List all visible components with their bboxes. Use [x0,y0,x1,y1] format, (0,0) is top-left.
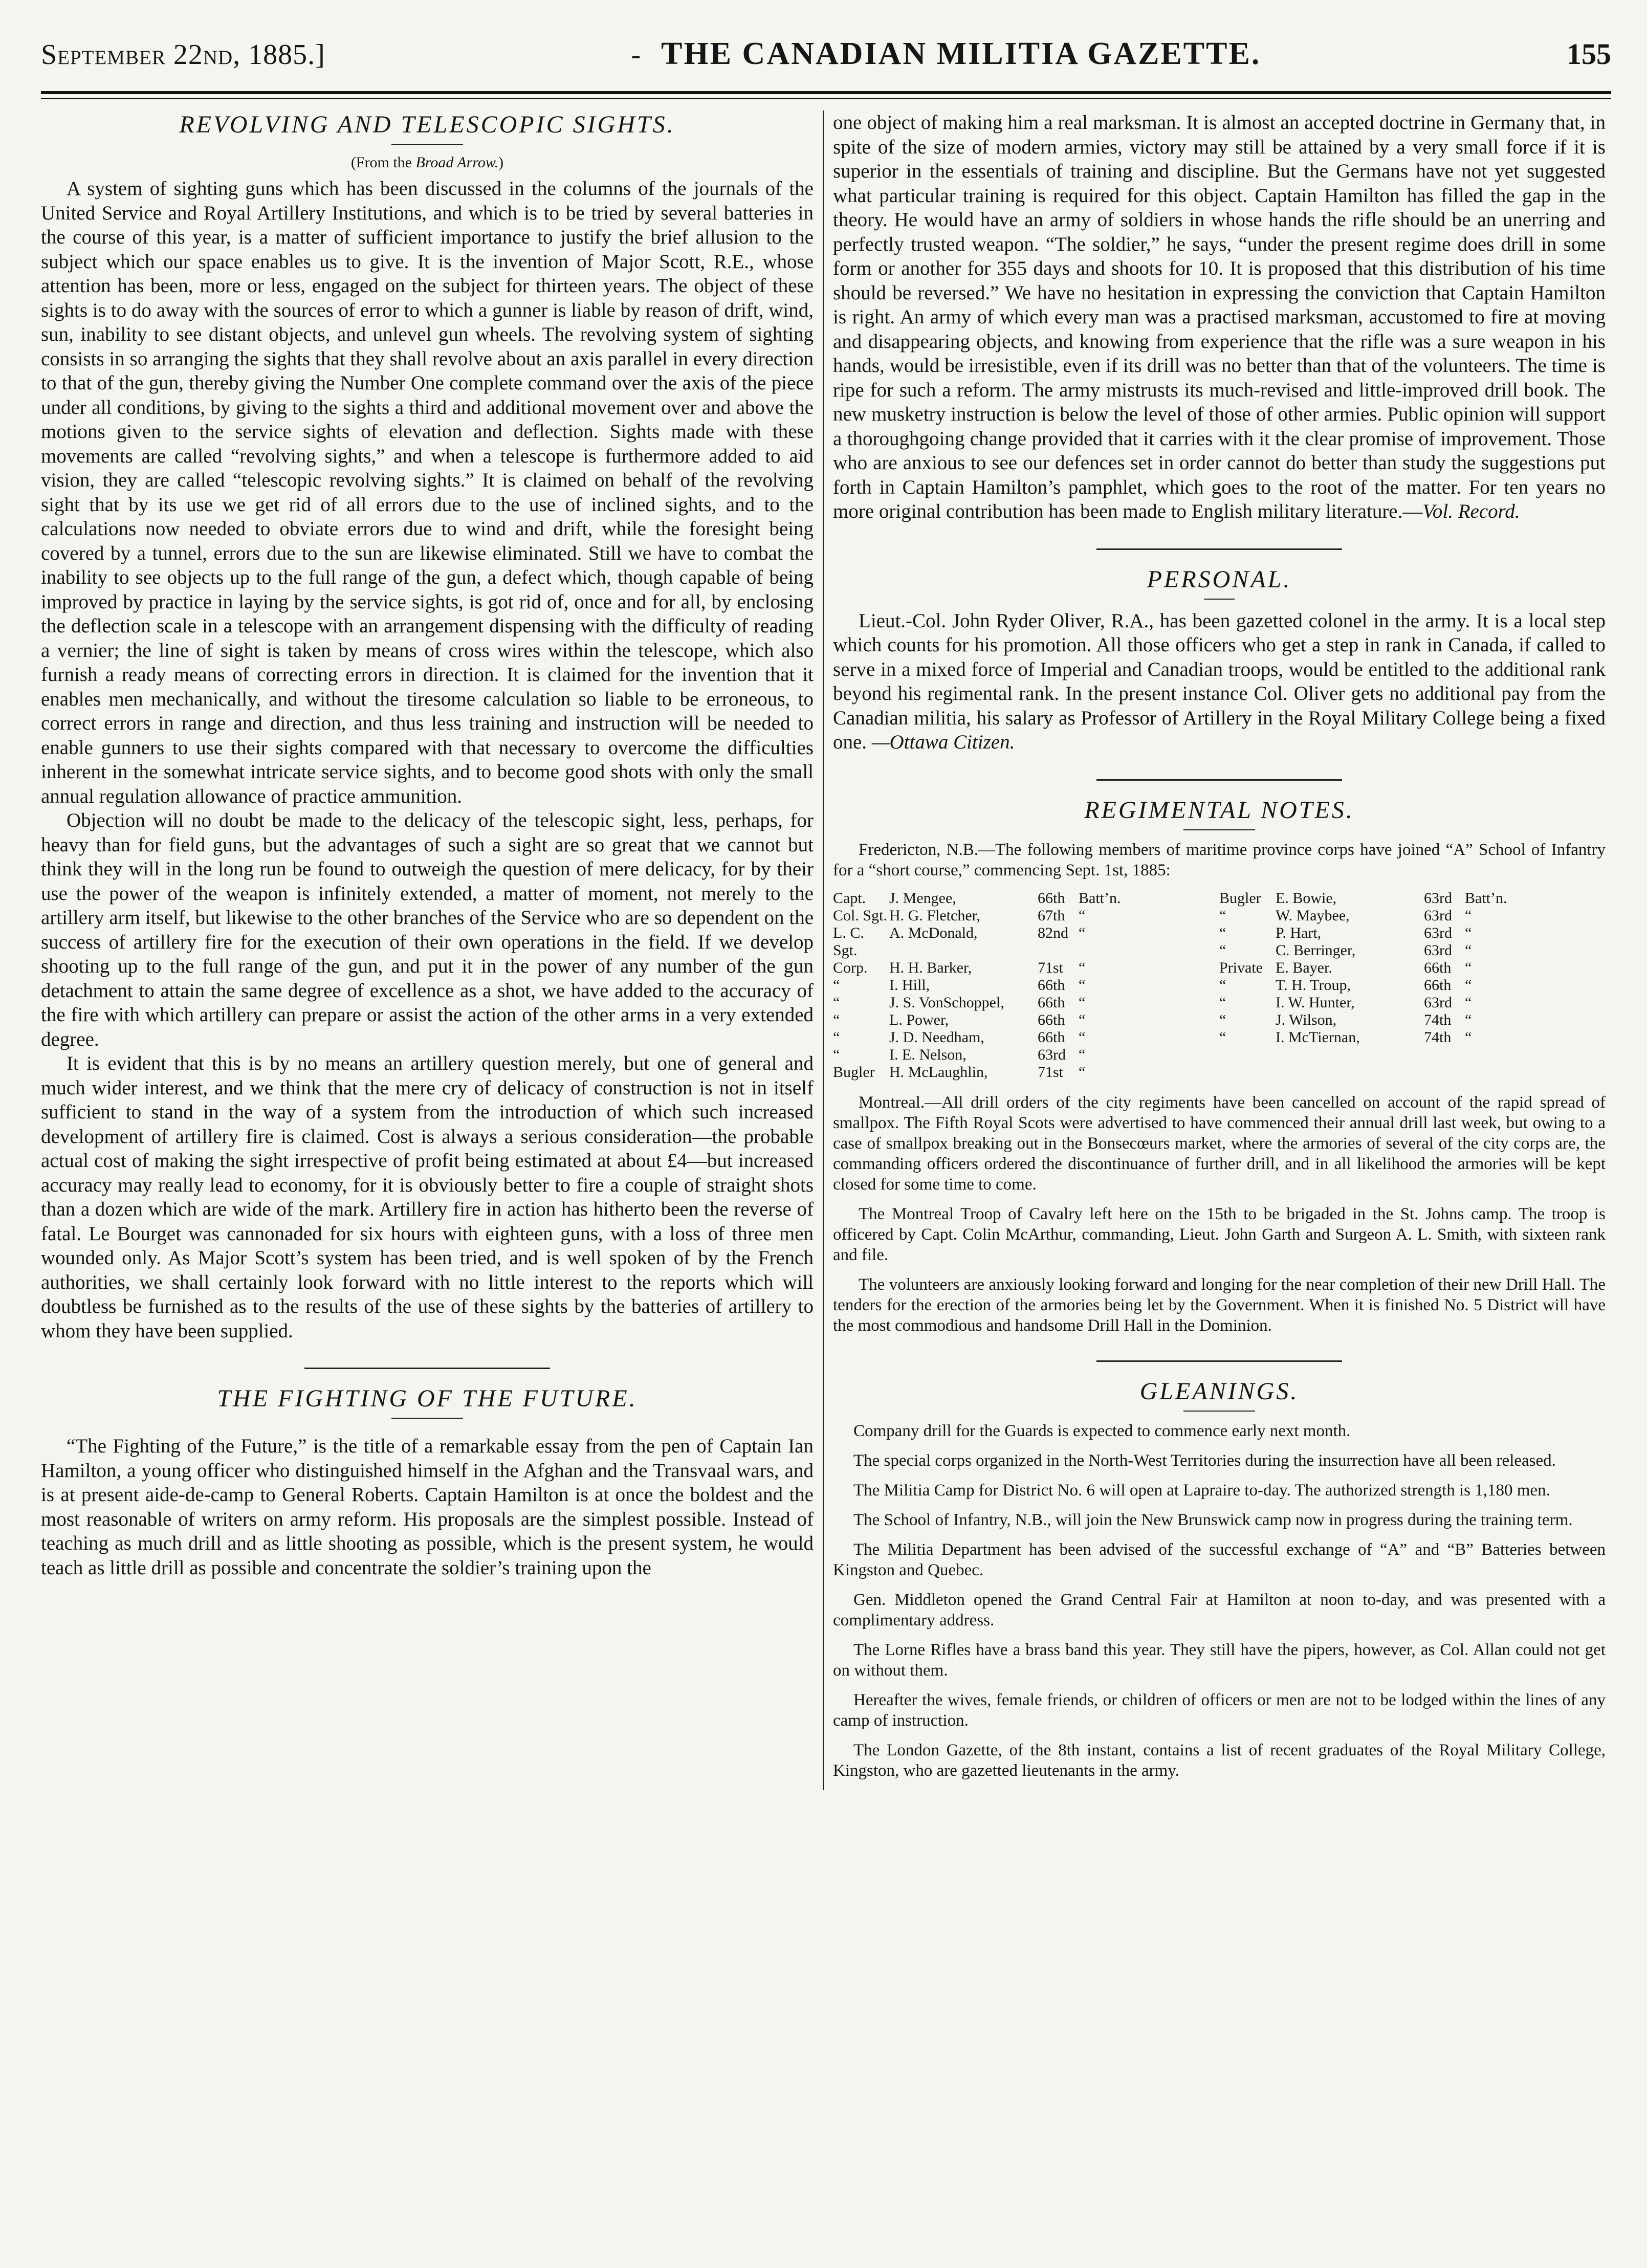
roster-row [1219,1011,1606,1029]
roster-name: J. Wilson, [1276,1011,1337,1028]
roster-rank: “ [1219,1028,1226,1046]
masthead-rule-thick [41,91,1611,94]
roster-battalion: “ [1079,959,1086,976]
roster-unit: 74th [1424,1011,1452,1028]
roster-rank: “ [833,976,840,994]
article-paragraph: A system of sighting guns which has been discussed in the columns of the journals of the United Service and Royal Artillery Institutions, and which is to be tried by several batteries in the course of this year, is a matter of sufficient importance to justify the brief allusion to the subject which our space enables us to give. It is the invention of Major Scott, R.E., whose attention has been, more or less, engaged on the subject for thirteen years. The object of these sights is to do away with the sources of error to which a gunner is liable by reason of drift, wind, sun, inability to see distant objects, and unlevel gun wheels. The revolving system of sighting consists in so arranging the sights that they shall revolve about an axis parallel in every direction to that of the gun, thereby giving the Number One complete command over the axis of the piece under all conditions, by giving to the sights a third and additional movement over and above the motions given to the service sights of elevation and deflection. Sights made with these movements are called “revolving sights,” and when a telescope is furthermore added to aid vision, they are called “telescopic revolving sights.” It is claimed on behalf of the revolving sight that by its use we get rid of all errors due to the use of inclined sights, and to the calculations now needed to obviate errors due to wind and drift, while the foresight being covered by a tunnel, errors due to the sun are likewise eliminated. Still we have to combat the inability to see objects up to the full range of the gun, a defect which, though capable of being improved by practice in laying by the service sights, is got rid of, once and for all, by enclosing the deflection scale in a telescope with an arrangement dispensing with the difficulty of reading a vernier; the line of sight is taken by means of cross wires within the telescope, which also furnish a ready means of correcting errors in direction. It is claimed for the invention that it enables men mechanically, and without the tiresome calculation so liable to be erroneous, to correct errors in range and direction, and thus less training and instruction will be needed to enable gunners to use their sights compared with that necessary to overcome the difficulties inherent in the somewhat intricate service sights, and to become good shots with only the small annual regulation allowance of practice ammunition. [41,178,814,807]
roster-row [833,977,1219,994]
roster-unit: 66th [1038,976,1065,994]
roster-unit: 82nd [1038,924,1068,941]
roster-rank: “ [833,1046,840,1063]
roster-name: I. E. Nelson, [889,1046,967,1063]
article-source: —Ottawa Citizen. [871,731,1015,753]
source-name: Broad Arrow. [415,154,499,171]
roster-unit: 71st [1038,959,1064,976]
roster-name: T. H. Troup, [1276,976,1351,994]
roster-name: I. McTiernan, [1276,1028,1360,1046]
section-rule [1096,548,1342,550]
article-heading: GLEANINGS. [1139,1377,1299,1405]
roster-rank: “ [1219,907,1226,924]
masthead-rule-thin [41,98,1611,99]
article-paragraph: It is evident that this is by no means an artillery question merely, but one of general and much wider interest, and we think that the mere cry of delicacy of construction is not in itself sufficient to stand in the way of a system from the introduction of which such increased development of artillery fire is claimed. Cost is always a serious consideration—the probable actual cost of making the sight irrespective of profit being estimated at about £4—but increased accuracy may really lead to economy, for it is obviously better to fire a couple of straight shots than a dozen which are wide of the mark. Artillery fire in action has hitherto been the reverse of fatal. Le Bourget was cannonaded for six hours with eighteen guns, with a loss of three men wounded only. As Major Scott’s system has been tried, and is well spoken of by the French authorities, we shall certainly look forward with no little interest to the reports which will doubtless be furnished as to the results of the use of these sights by the batteries of artillery to whom they have been supplied. [41,1052,814,1342]
roster-name: E. Bayer. [1276,959,1332,976]
roster-battalion: “ [1465,959,1472,976]
right-column [833,111,1606,1790]
roster-battalion: “ [1465,1028,1472,1046]
column-divider [823,111,824,1790]
roster-rank: “ [833,1011,840,1028]
roster-right [1219,890,1606,1081]
roster-rank: “ [1219,994,1226,1011]
roster-rank: L. C. Sgt. [833,924,864,959]
roster-unit: 67th [1038,907,1065,924]
roster-name: W. Maybee, [1276,907,1350,924]
roster-rank: Private [1219,959,1263,976]
roster-row [833,907,1219,924]
gleaning-item: The Militia Department has been advised of the successful exchange of “A” and “B” Batteries between Kingston and Quebec. [833,1540,1606,1579]
roster-row [833,959,1219,977]
roster-battalion: “ [1079,924,1086,941]
gleaning-item: The School of Infantry, N.B., will join the New Brunswick camp now in progress during the training term. [853,1510,1573,1529]
article-source: Vol. Record. [1422,500,1520,522]
roster-rank: Corp. [833,959,868,976]
roster-name: E. Bowie, [1276,889,1337,907]
roster-battalion: “ [1079,1028,1086,1046]
article-heading: REGIMENTAL NOTES. [1084,796,1354,824]
article-paragraph [833,111,1606,524]
roster-unit: 74th [1424,1028,1452,1046]
source-prefix: (From the [350,154,416,171]
roster-battalion: “ [1079,976,1086,994]
roster-unit: 66th [1424,976,1452,994]
gleaning-item: The London Gazette, of the 8th instant, contains a list of recent graduates of the Royal Military College, Kingston, who are gazetted lieutenants in the army. [833,1741,1606,1780]
roster-unit: 63rd [1424,924,1452,941]
heading-rule [391,144,463,145]
roster-rank: “ [1219,924,1226,941]
roster-row [1219,942,1606,959]
roster-battalion: “ [1465,976,1472,994]
roster-rank: Bugler [1219,889,1261,907]
roster-battalion: “ [1079,1011,1086,1028]
roster-row [1219,977,1606,994]
roster-unit: 66th [1038,994,1065,1011]
roster-battalion: “ [1079,994,1086,1011]
roster-unit: 66th [1424,959,1452,976]
roster-row [833,994,1219,1011]
heading-rule [1183,1411,1255,1412]
roster-name: H. McLaughlin, [889,1063,988,1081]
gleaning-item: The special corps organized in the North-West Territories during the insurrection have all been released. [853,1451,1556,1470]
masthead-center [631,36,1261,72]
roster-battalion: “ [1079,1046,1086,1063]
roster-battalion: Batt’n. [1079,889,1121,907]
article-heading: REVOLVING AND TELESCOPIC SIGHTS. [179,111,675,138]
roster-table [833,890,1606,1081]
article-columns [41,111,1611,1790]
roster-battalion: “ [1465,924,1472,941]
roster-rank: “ [1219,1011,1226,1028]
roster-rank: “ [833,994,840,1011]
roster-battalion: “ [1465,907,1472,924]
news-item: The Montreal Troop of Cavalry left here on the 15th to be brigaded in the St. Johns camp. The troop is officered by Capt. Colin McArthur, commanding, Lieut. John Garth and Surgeon A. L. Smith, with sixteen rank and file. [833,1204,1606,1264]
roster-battalion: “ [1465,1011,1472,1028]
article-paragraph: “The Fighting of the Future,” is the title of a remarkable essay from the pen of Captain Ian Hamilton, a young officer who distinguished himself in the Afghan and the Transvaal wars, and is at present aide-de-camp to General Roberts. Captain Hamilton is at once the boldest and the most reasonable of writers on army reform. His proposals are the simplest possible. Instead of teaching as much drill and as little shooting as possible, which is the present system, he would teach as little drill as possible and concentrate the soldier’s training upon the [41,1435,814,1579]
article-source [41,154,814,171]
gleaning-item: The Militia Camp for District No. 6 will open at Lapraire to-day. The authorized strength is 1,180 men. [853,1481,1550,1500]
roster-row [1219,959,1606,977]
publication-title: THE CANADIAN MILITIA GAZETTE. [661,36,1261,71]
section-rule [304,1368,550,1369]
roster-name: J. S. VonSchoppel, [889,994,1004,1011]
roster-battalion: “ [1465,994,1472,1011]
heading-rule [1204,599,1235,600]
roster-row [833,1011,1219,1029]
roster-name: I. Hill, [889,976,930,994]
roster-unit: 63rd [1424,907,1452,924]
roster-unit: 63rd [1038,1046,1066,1063]
roster-rank: “ [1219,941,1226,959]
roster-row [1219,1029,1606,1046]
left-column [41,111,814,1790]
article-paragraph: Objection will no doubt be made to the delicacy of the telescopic sight, less, perhaps, for heavy than for field guns, but the advantages of such a sight are so great that we cannot but think they will in the long run be found to outweigh the question of mere delicacy, for by their use the power of the weapon is infinitely extended, a matter of moment, not merely to the artillery arm itself, but likewise to the other branches of the Service who are so dependent on the success of artillery fire for the execution of their own operations in the field. If we develop shooting up to the full range of the gun, and put it in the power of any number of the gun detachment to attain the same degree of excellence as a shot, we have added to the accuracy of the fire with which artillery can prepare or assist the action of the other arms in a very extended degree. [41,809,814,1050]
gleaning-item: The Lorne Rifles have a brass band this year. They still have the pipers, however, as Col. Allan could not get on without them. [833,1640,1606,1680]
roster-name: C. Berringer, [1276,941,1356,959]
news-item: The volunteers are anxiously looking forward and longing for the near completion of their new Drill Hall. The tenders for the erection of the armories being let by the Government. When it is finished No. 5 District will have the most commodious and handsome Drill Hall in the Dominion. [833,1275,1606,1335]
roster-unit: 71st [1038,1063,1064,1081]
roster-name: H. H. Barker, [889,959,972,976]
roster-row [1219,907,1606,924]
roster-name: J. D. Needham, [889,1028,984,1046]
roster-battalion: “ [1465,941,1472,959]
roster-battalion: “ [1079,907,1086,924]
roster-row [833,924,1219,959]
roster-name: H. G. Fletcher, [889,907,980,924]
roster-row [1219,924,1606,942]
heading-rule [391,1418,463,1419]
roster-row [833,890,1219,907]
roster-unit: 66th [1038,1028,1065,1046]
article-heading: THE FIGHTING OF THE FUTURE. [217,1385,638,1412]
continued-text: one object of making him a real marksman. It is almost an accepted doctrine in Germany that, in spite of the size of modern armies, victory may still be attained by a very small force if it is superior in the essentials of training and discipline. But the Germans have not yet suggested what particular training is required for this object. Captain Hamilton has filled the gap in the theory. He would have an army of soldiers in whose hands the rifle should be an unerring and perfectly trusted weapon. “The soldier,” he says, “under the present regime does drill in some form or another for 355 days and shoots for 10. It is proposed that this distribution of his time should be reversed.” We have no hesitation in expressing the conviction that Captain Hamilton is right. An army of which every man was a practised marksman, accustomed to fire at moving and disappearing objects, and knowing from experience that the rifle was a sure weapon in his hands, would be irresistible, even if its drill was no better than that of the volunteers. The time is ripe for such a reform. The army mistrusts its much-revised and little-improved drill book. The new musketry instruction is below the level of those of other armies. Public opinion will support a thoroughgoing change provided that it carries with it the clear promise of improvement. Those who are anxious to see our defences set in order cannot do better than study the suggestions put forth in Captain Hamilton’s pamphlet, which goes to the root of the matter. For ten years no more original contribution has been made to English military literature.— [833,112,1606,522]
roster-name: J. Mengee, [889,889,956,907]
masthead [41,36,1611,82]
roster-unit: 66th [1038,889,1065,907]
news-item: Montreal.—All drill orders of the city regiments have been cancelled on account of the rapid spread of smallpox. The Fifth Royal Scots were advertised to have commenced their annual drill last week, but owing to a case of smallpox breaking out in the Bonsecœurs market, where the armories of several of the city corps are, the commanding officers ordered the discontinuance of further drill, and in all likelihood the armories will be kept closed for some time to come. [833,1093,1606,1194]
roster-unit: 63rd [1424,994,1452,1011]
masthead-dash: - [631,39,641,71]
roster-rank: “ [1219,976,1226,994]
roster-row [833,1064,1219,1081]
personal-text: Lieut.-Col. John Ryder Oliver, R.A., has been gazetted colonel in the army. It is a local step which counts for his promotion. All those officers who get a step in rank in Canada, if called to serve in a mixed force of Imperial and Canadian troops, would be entitled to the additional rank beyond his regimental rank. In the present instance Col. Oliver gets no additional pay from the Canadian militia, his salary as Professor of Artillery in the Royal Military College being a fixed one. [833,609,1606,753]
heading-rule [1183,829,1255,830]
roster-unit: 63rd [1424,889,1452,907]
article-paragraph [833,609,1606,755]
roster-row [833,1046,1219,1064]
roster-name: I. W. Hunter, [1276,994,1355,1011]
gleaning-item: Company drill for the Guards is expected to commence early next month. [853,1421,1351,1440]
gleaning-item: Gen. Middleton opened the Grand Central Fair at Hamilton at noon to-day, and was presented with a complimentary address. [833,1590,1606,1630]
issue-date: September 22nd, 1885.] [41,39,325,71]
roster-unit: 66th [1038,1011,1065,1028]
article-heading: PERSONAL. [1147,565,1292,593]
roster-left [833,890,1219,1081]
roster-row [833,1029,1219,1046]
gleaning-item: Hereafter the wives, female friends, or children of officers or men are not to be lodged within the lines of any camp of instruction. [833,1690,1606,1730]
roster-rank: Bugler [833,1063,875,1081]
roster-battalion: “ [1079,1063,1086,1081]
roster-rank: Col. Sgt. [833,907,887,924]
roster-name: P. Hart, [1276,924,1322,941]
page-number: 155 [1567,37,1611,71]
news-item: Fredericton, N.B.—The following members of maritime province corps have joined “A” School of Infantry for a “short course,” commencing Sept. 1st, 1885: [833,840,1606,879]
roster-unit: 63rd [1424,941,1452,959]
source-suffix: ) [498,154,504,171]
section-rule [1096,1360,1342,1362]
roster-row [1219,994,1606,1011]
section-rule [1096,779,1342,781]
roster-row [1219,890,1606,907]
roster-name: A. McDonald, [889,924,978,941]
roster-rank: Capt. [833,889,866,907]
roster-battalion: Batt’n. [1465,889,1507,907]
roster-rank: “ [833,1028,840,1046]
roster-name: L. Power, [889,1011,949,1028]
gleanings-list [833,1421,1606,1781]
